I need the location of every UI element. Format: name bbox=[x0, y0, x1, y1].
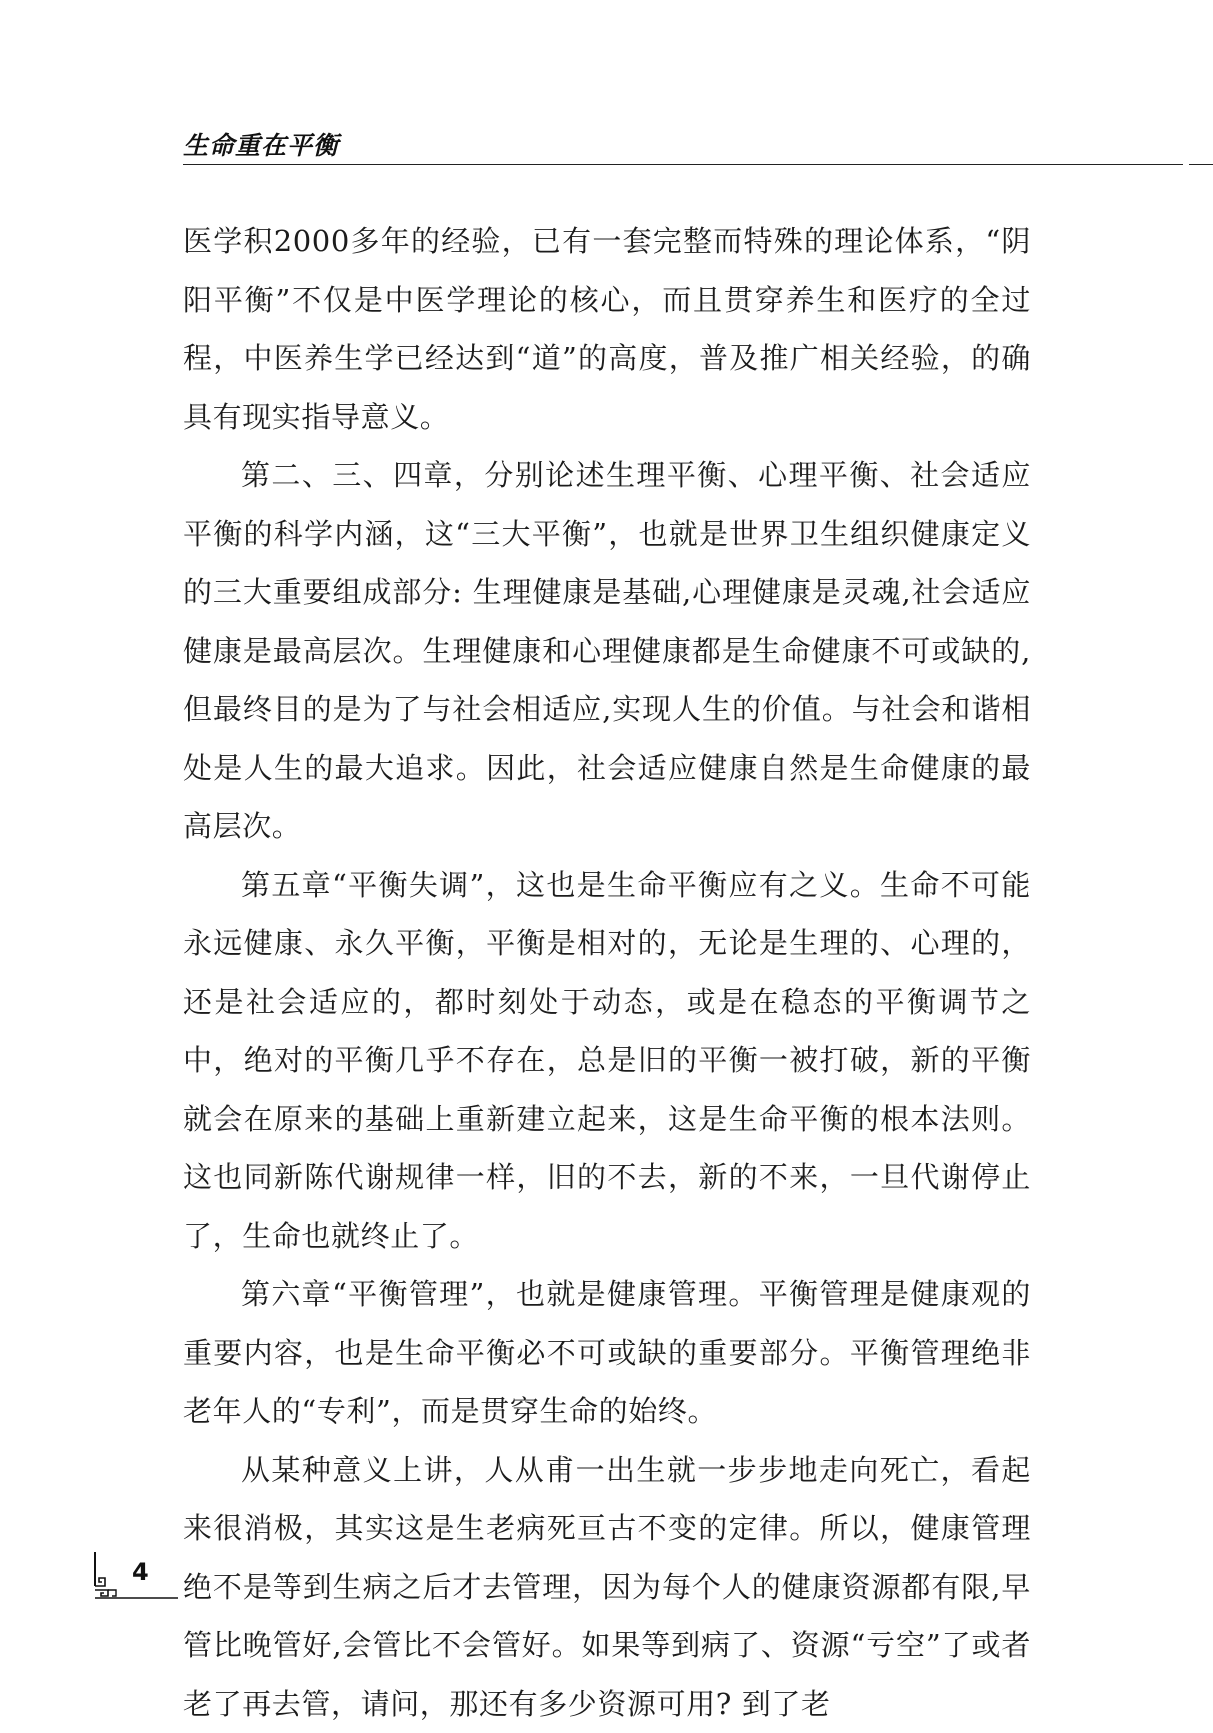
body-text bbox=[183, 212, 1031, 1733]
paragraph-2: 第二、三、四章，分别论述生理平衡、心理平衡、社会适应平衡的科学内涵，这“三大平衡”，也就是世界卫生组织健康定义的三大重要组成部分: 生理健康是基础,心理健康是灵魂,社会适应健康是最高层次。生理健康和心理健康都是生命健康不可或缺的,但最终目的是为了与社会相适应,实现人生的价值。与社会和谐相处是人生的最大追求。因此，社会适应健康自然是生命健康的最高层次。 bbox=[183, 446, 1031, 856]
running-header bbox=[183, 130, 1213, 170]
page-folio bbox=[92, 1552, 192, 1612]
running-title: 生命重在平衡 bbox=[183, 130, 339, 162]
paragraph-3: 第五章“平衡失调”，这也是生命平衡应有之义。生命不可能永远健康、永久平衡，平衡是相对的，无论是生理的、心理的，还是社会适应的，都时刻处于动态，或是在稳态的平衡调节之中，绝对的平衡几乎不存在，总是旧的平衡一被打破，新的平衡就会在原来的基础上重新建立起来，这是生命平衡的根本法则。这也同新陈代谢规律一样，旧的不去，新的不来，一旦代谢停止了，生命也就终止了。 bbox=[183, 856, 1031, 1266]
paragraph-1: 医学积2000多年的经验，已有一套完整而特殊的理论体系，“阴阳平衡”不仅是中医学理论的核心，而且贯穿养生和医疗的全过程，中医养生学已经达到“道”的高度，普及推广相关经验，的确具有现实指导意义。 bbox=[183, 212, 1031, 446]
paragraph-4: 第六章“平衡管理”，也就是健康管理。平衡管理是健康观的重要内容，也是生命平衡必不可或缺的重要部分。平衡管理绝非老年人的“专利”，而是贯穿生命的始终。 bbox=[183, 1265, 1031, 1441]
page-number: 4 bbox=[132, 1558, 149, 1586]
paragraph-5: 从某种意义上讲，人从甫一出生就一步步地走向死亡，看起来很消极，其实这是生老病死亘古不变的定律。所以，健康管理绝不是等到生病之后才去管理，因为每个人的健康资源都有限,早管比晚管好,会管比不会管好。如果等到病了、资源“亏空”了或者老了再去管，请问，那还有多少资源可用? 到了老 bbox=[183, 1441, 1031, 1733]
header-rule bbox=[183, 164, 1183, 165]
header-rule-tail bbox=[1189, 164, 1213, 165]
